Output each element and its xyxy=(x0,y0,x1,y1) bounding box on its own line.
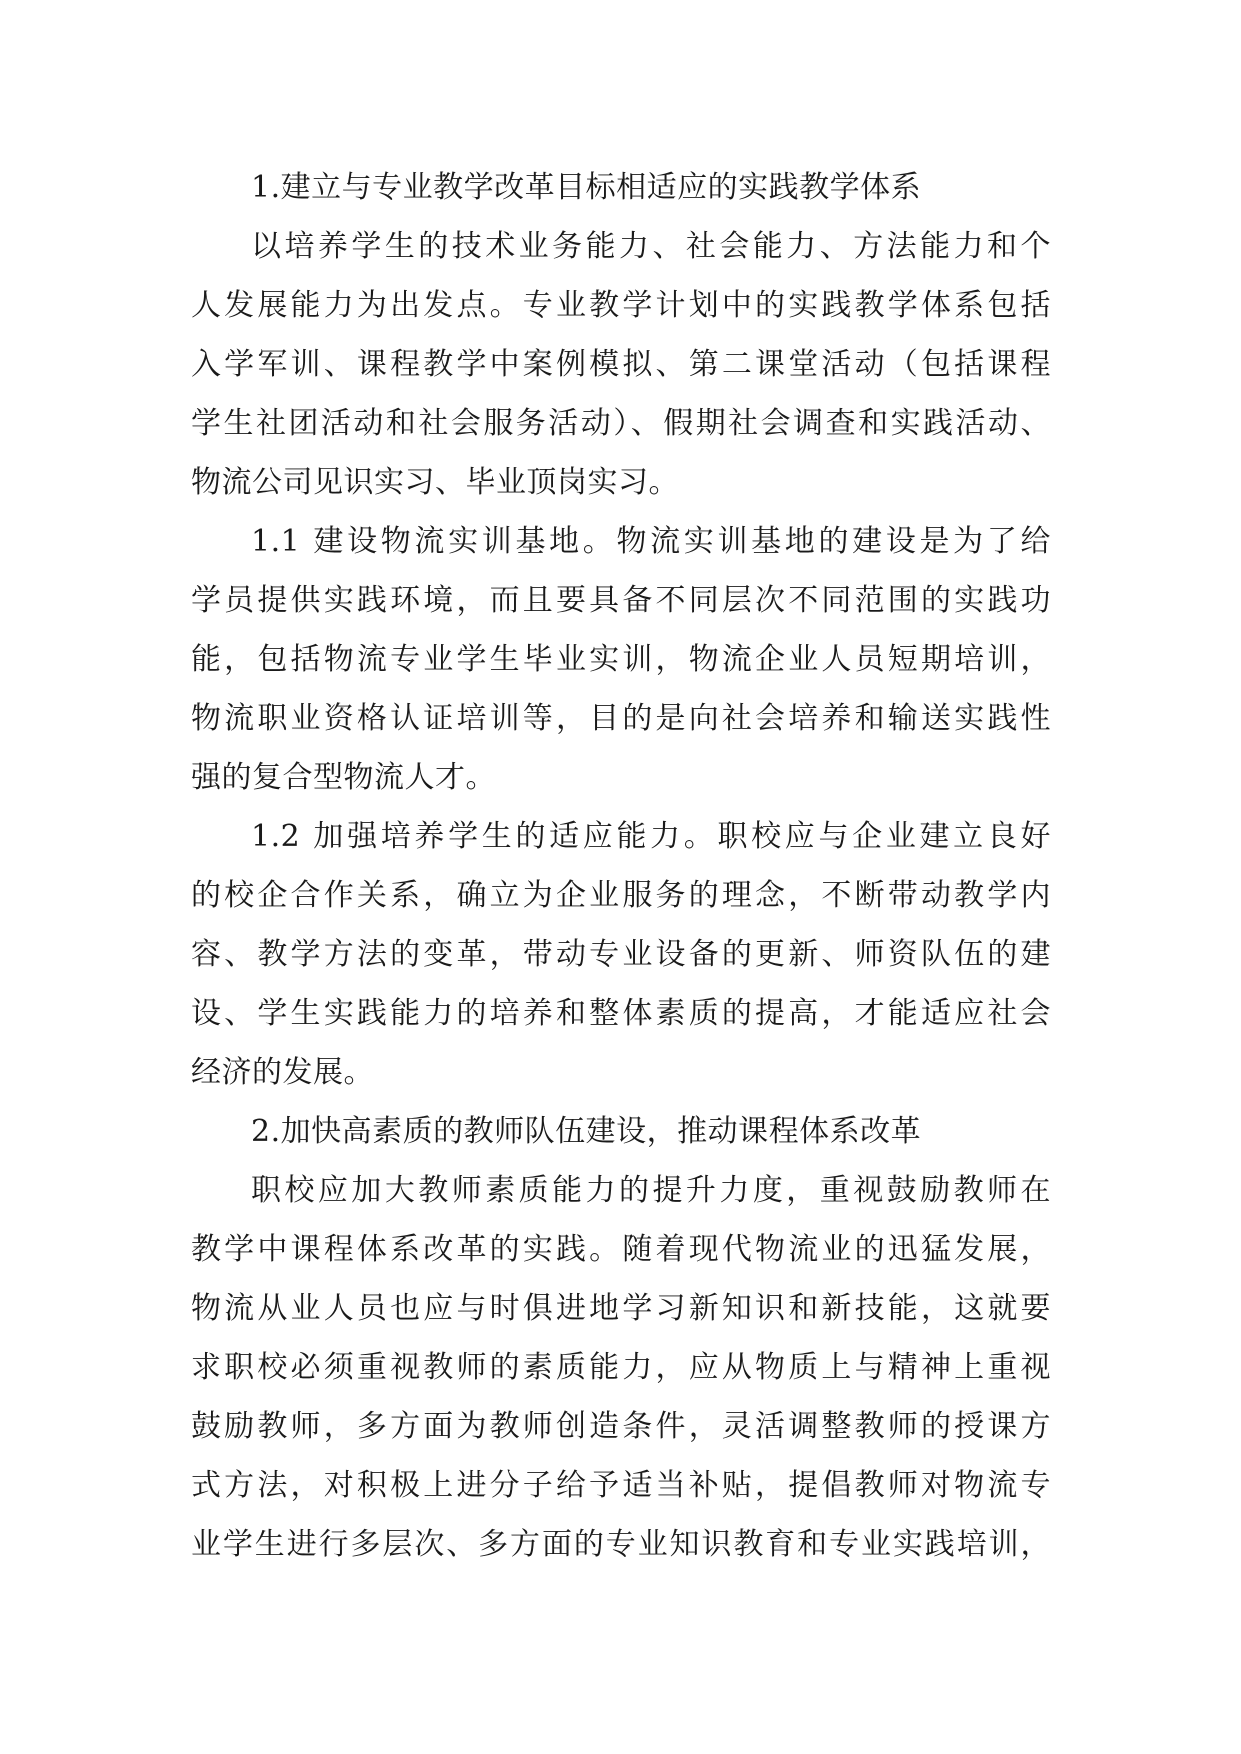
text-line: 强的复合型物流人才。 xyxy=(191,760,496,795)
text-line: 以培养学生的技术业务能力、社会能力、方法能力和个 xyxy=(251,229,1051,264)
heading-line: 1.建立与专业教学改革目标相适应的实践教学体系 xyxy=(251,170,922,205)
paragraph-teacher-quality xyxy=(191,1161,1051,1574)
section-heading-1 xyxy=(191,158,1051,217)
text-line: 物流职业资格认证培训等，目的是向社会培养和输送实践性 xyxy=(191,701,1051,736)
text-line: 容、教学方法的变革，带动专业设备的更新、师资队伍的建 xyxy=(191,937,1051,972)
text-line: 学生社团活动和社会服务活动）、假期社会调查和实践活动、 xyxy=(191,406,1051,441)
text-line: 求职校必须重视教师的素质能力，应从物质上与精神上重视 xyxy=(191,1350,1051,1385)
text-line: 的校企合作关系，确立为企业服务的理念，不断带动教学内 xyxy=(191,878,1051,913)
paragraph-adaptability xyxy=(191,807,1051,1102)
paragraph-practice-system xyxy=(191,217,1051,512)
text-line: 学员提供实践环境，而且要具备不同层次不同范围的实践功 xyxy=(191,583,1051,618)
text-line: 物流公司见识实习、毕业顶岗实习。 xyxy=(191,465,679,500)
text-line: 教学中课程体系改革的实践。随着现代物流业的迅猛发展， xyxy=(191,1232,1051,1267)
text-line: 经济的发展。 xyxy=(191,1055,374,1090)
text-line: 鼓励教师，多方面为教师创造条件，灵活调整教师的授课方 xyxy=(191,1409,1051,1444)
text-line: 职校应加大教师素质能力的提升力度，重视鼓励教师在 xyxy=(251,1173,1051,1208)
text-line: 1.2 加强培养学生的适应能力。职校应与企业建立良好 xyxy=(251,819,1051,854)
text-line: 物流从业人员也应与时俱进地学习新知识和新技能，这就要 xyxy=(191,1291,1051,1326)
text-line: 1.1 建设物流实训基地。物流实训基地的建设是为了给 xyxy=(251,524,1051,559)
document-page xyxy=(191,158,1051,1574)
text-line: 能，包括物流专业学生毕业实训，物流企业人员短期培训， xyxy=(191,642,1051,677)
text-line: 式方法，对积极上进分子给予适当补贴，提倡教师对物流专 xyxy=(191,1468,1051,1503)
section-heading-2 xyxy=(191,1102,1051,1161)
text-line: 业学生进行多层次、多方面的专业知识教育和专业实践培训， xyxy=(191,1527,1051,1562)
text-line: 设、学生实践能力的培养和整体素质的提高，才能适应社会 xyxy=(191,996,1051,1031)
heading-line: 2.加快高素质的教师队伍建设，推动课程体系改革 xyxy=(251,1114,922,1149)
text-line: 人发展能力为出发点。专业教学计划中的实践教学体系包括 xyxy=(191,288,1051,323)
paragraph-training-base xyxy=(191,512,1051,807)
text-line: 入学军训、课程教学中案例模拟、第二课堂活动（包括课程 xyxy=(191,347,1051,382)
